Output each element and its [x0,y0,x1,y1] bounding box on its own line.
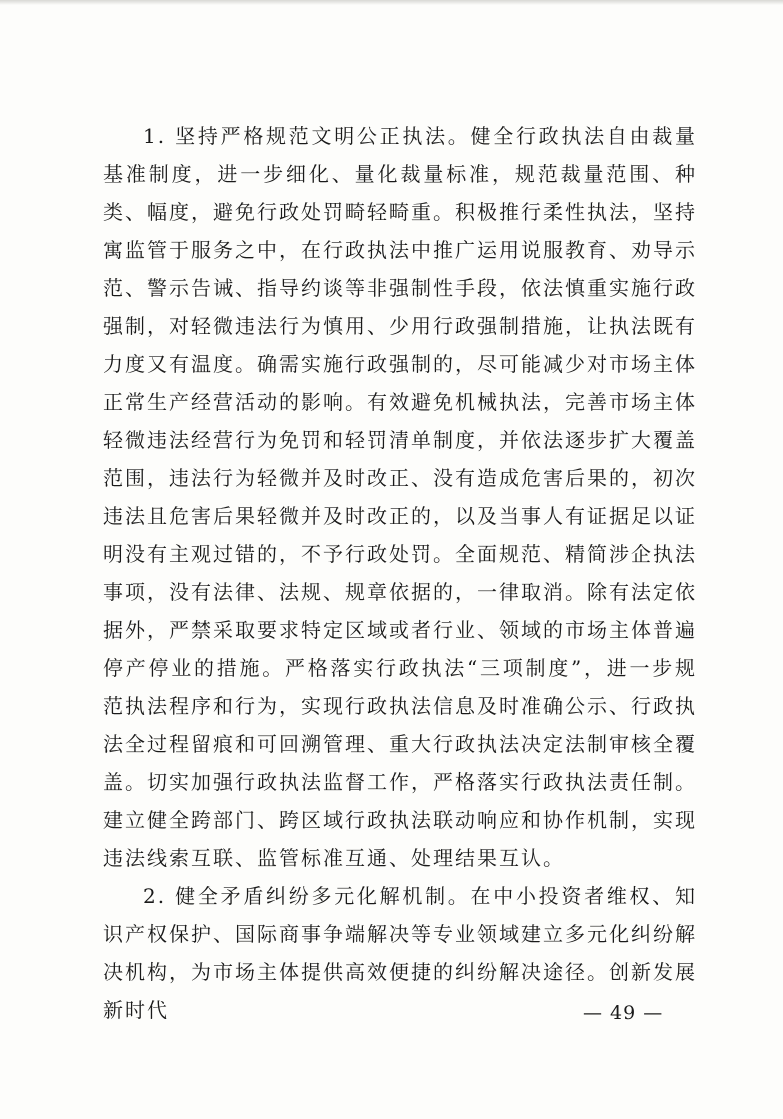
paragraph-strict-law-enforcement: 1. 坚持严格规范文明公正执法。健全行政执法自由裁量基准制度，进一步细化、量化裁量标准，规范裁量范围、种类、幅度，避免行政处罚畸轻畸重。积极推行柔性执法，坚持寓监管于服务之中，在行政执法中推广运用说服教育、劝导示范、警示告诫、指导约谈等非强制性手段，依法慎重实施行政强制，对轻微违法行为慎用、少用行政强制措施，让执法既有力度又有温度。确需实施行政强制的，尽可能减少对市场主体正常生产经营活动的影响。有效避免机械执法，完善市场主体轻微违法经营行为免罚和轻罚清单制度，并依法逐步扩大覆盖范围，违法行为轻微并及时改正、没有造成危害后果的，初次违法且危害后果轻微并及时改正的，以及当事人有证据足以证明没有主观过错的，不予行政处罚。全面规范、精简涉企执法事项，没有法律、法规、规章依据的，一律取消。除有法定依据外，严禁采取要求特定区域或者行业、领域的市场主体普遍停产停业的措施。严格落实行政执法“三项制度”，进一步规范执法程序和行为，实现行政执法信息及时准确公示、行政执法全过程留痕和可回溯管理、重大行政执法决定法制审核全覆盖。切实加强行政执法监督工作，严格落实行政执法责任制。建立健全跨部门、跨区域行政执法联动响应和协作机制，实现违法线索互联、监管标准互通、处理结果互认。 [103,124,697,870]
page-number: — 49 — [583,1002,664,1024]
scan-top-edge [0,0,783,5]
paragraph-dispute-resolution: 2. 健全矛盾纠纷多元化解机制。在中小投资者维权、知识产权保护、国际商事争端解决等专业领域建立多元化纠纷解决机构，为市场主体提供高效便捷的纠纷解决途径。创新发展新时代 [103,884,697,1022]
body-text [103,117,697,1029]
